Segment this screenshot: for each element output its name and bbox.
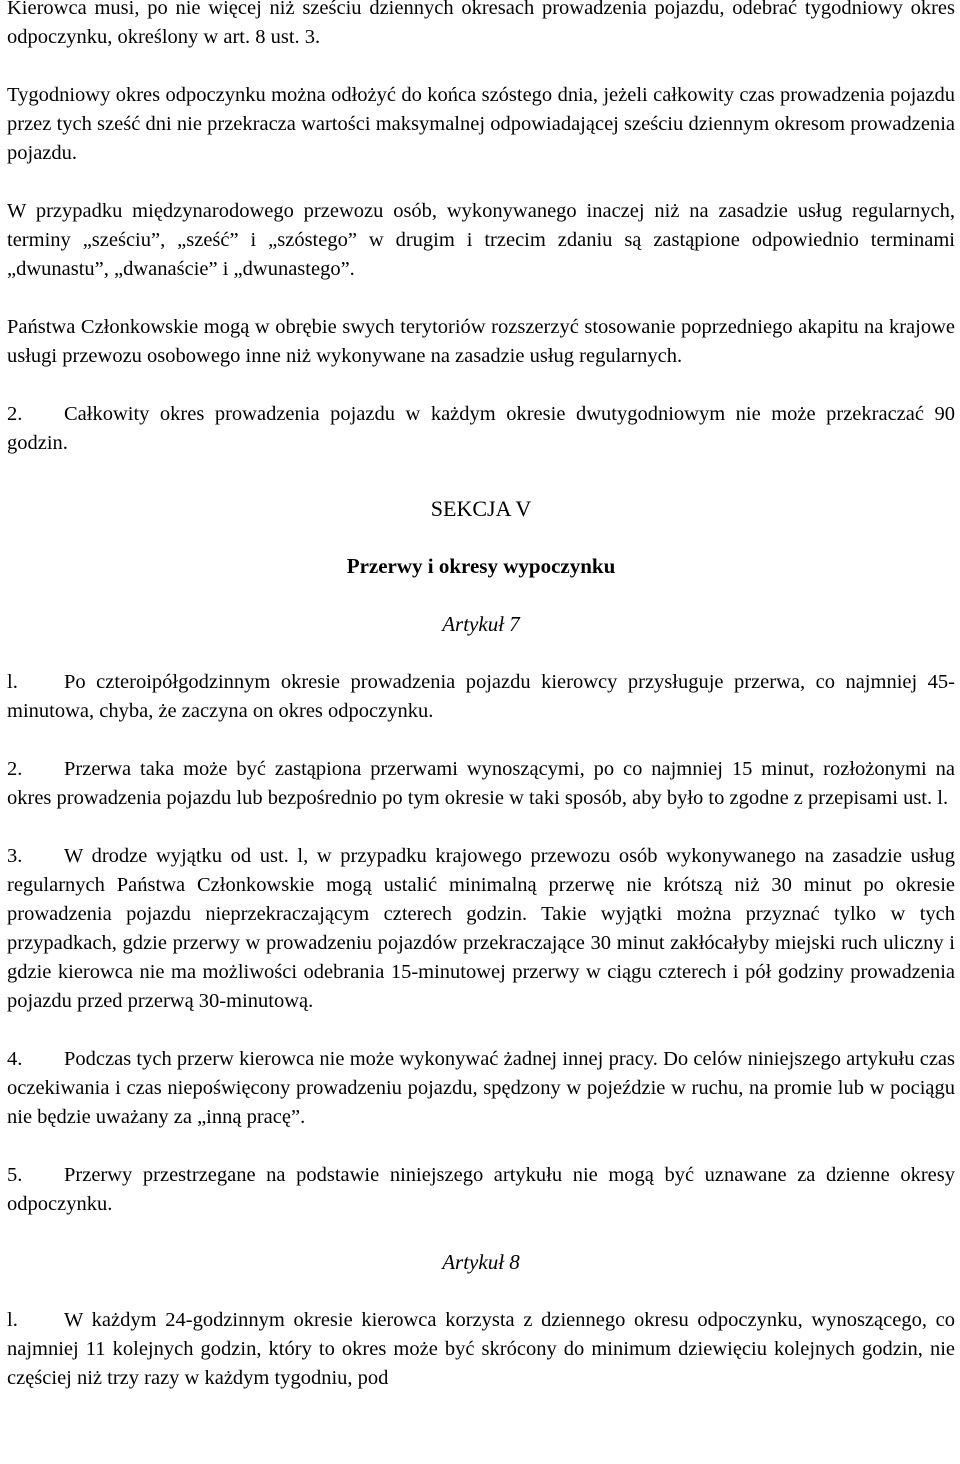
paragraph-text: Podczas tych przerw kierowca nie może wykonywać żadnej innej pracy. Do celów niniejszego artykułu czas oczekiwania i czas niepoświęcony prowadzeniu pojazdu, spędzony w pojeździe w ruchu, na promie lub w pociągu nie będzie uważany za „inną pracę”. xyxy=(7,1048,955,1128)
paragraph-text: Przerwa taka może być zastąpiona przerwami wynoszącymi, po co najmniej 15 minut, rozłożonymi na okres prowadzenia pojazdu lub bezpośrednio po tym okresie w taki sposób, aby było to zgodne z przepisami ust. l. xyxy=(7,758,955,809)
paragraph-2 xyxy=(7,400,955,458)
paragraph-text: Po czteroipółgodzinnym okresie prowadzenia pojazdu kierowcy przysługuje przerwa, co najmniej 45- minutowa, chyba, że zaczyna on okres odpoczynku. xyxy=(7,671,955,722)
paragraph-rest-delay xyxy=(7,81,955,168)
paragraph-text: Państwa Członkowskie mogą w obrębie swych terytoriów rozszerzyć stosowanie poprzedniego akapitu na krajowe usługi przewozu osobowego inne niż wykonywane na zasadzie usług regularnych. xyxy=(7,316,955,367)
paragraph-member-states xyxy=(7,313,955,371)
article-8-title: Artykuł 8 xyxy=(442,1250,520,1274)
article-7-paragraph-1 xyxy=(7,668,955,726)
paragraph-text: W drodze wyjątku od ust. l, w przypadku krajowego przewozu osób wykonywanego na zasadzie usług regularnych Państwa Członkowskie mogą ustalić minimalną przerwę nie krótszą niż 30 minut po okresie prowadzenia pojazdu nieprzekraczającym czterech godzin. Takie wyjątki można przyznać tylko w tych przypadkach, gdzie przerwy w prowadzeniu pojazdów przekraczające 30 minut zakłócałyby miejski ruch uliczny i gdzie kierowca nie ma możliwości odebrania 15-minutowej przerwy w ciągu czterech i pół godziny prowadzenia pojazdu przed przerwą 30-minutową. xyxy=(7,845,955,1012)
paragraph-international-transport xyxy=(7,197,955,284)
paragraph-text: W przypadku międzynarodowego przewozu osób, wykonywanego inaczej niż na zasadzie usług regularnych, terminy „sześciu”, „sześć” i „szóstego” w drugim i trzecim zdaniu są zastąpione odpowiednio terminami „dwunastu”, „dwanaście” i „dwunastego”. xyxy=(7,200,955,280)
article-7-paragraph-4 xyxy=(7,1045,955,1132)
paragraph-number: 3. xyxy=(7,845,23,867)
paragraph-number: l. xyxy=(7,1309,18,1331)
paragraph-text: Kierowca musi, po nie więcej niż sześciu dziennych okresach prowadzenia pojazdu, odebrać tygodniowy okres odpoczynku, określony w art. 8 ust. 3. xyxy=(7,0,955,48)
section-title: Przerwy i okresy wypoczynku xyxy=(346,554,616,578)
paragraph-number: l. xyxy=(7,671,18,693)
article-7-paragraph-2 xyxy=(7,755,955,813)
paragraph-text: Całkowity okres prowadzenia pojazdu w każdym okresie dwutygodniowym nie może przekraczać 90 godzin. xyxy=(7,403,955,454)
article-8-paragraph-1 xyxy=(7,1306,955,1393)
paragraph-number: 2. xyxy=(7,403,23,425)
article-7-paragraph-3 xyxy=(7,842,955,1016)
document-page xyxy=(7,0,955,1422)
paragraph-text: Przerwy przestrzegane na podstawie niniejszego artykułu nie mogą być uznawane za dzienne okresy odpoczynku. xyxy=(7,1164,955,1215)
article-7-title: Artykuł 7 xyxy=(442,612,520,636)
section-heading: SEKCJA V xyxy=(430,496,532,521)
paragraph-number: 2. xyxy=(7,758,23,780)
article-7-paragraph-5 xyxy=(7,1161,955,1219)
paragraph-number: 5. xyxy=(7,1164,23,1186)
paragraph-text: W każdym 24-godzinnym okresie kierowca korzysta z dziennego okresu odpoczynku, wynoszącego, co najmniej 11 kolejnych godzin, który to okres może być skrócony do minimum dziewięciu kolejnych godzin, nie częściej niż trzy razy w każdym tygodniu, pod xyxy=(7,1309,955,1389)
paragraph-weekly-rest xyxy=(7,0,955,52)
paragraph-text: Tygodniowy okres odpoczynku można odłożyć do końca szóstego dnia, jeżeli całkowity czas prowadzenia pojazdu przez tych sześć dni nie przekracza wartości maksymalnej odpowiadającej sześciu dziennym okresom prowadzenia pojazdu. xyxy=(7,84,955,164)
paragraph-number: 4. xyxy=(7,1048,23,1070)
